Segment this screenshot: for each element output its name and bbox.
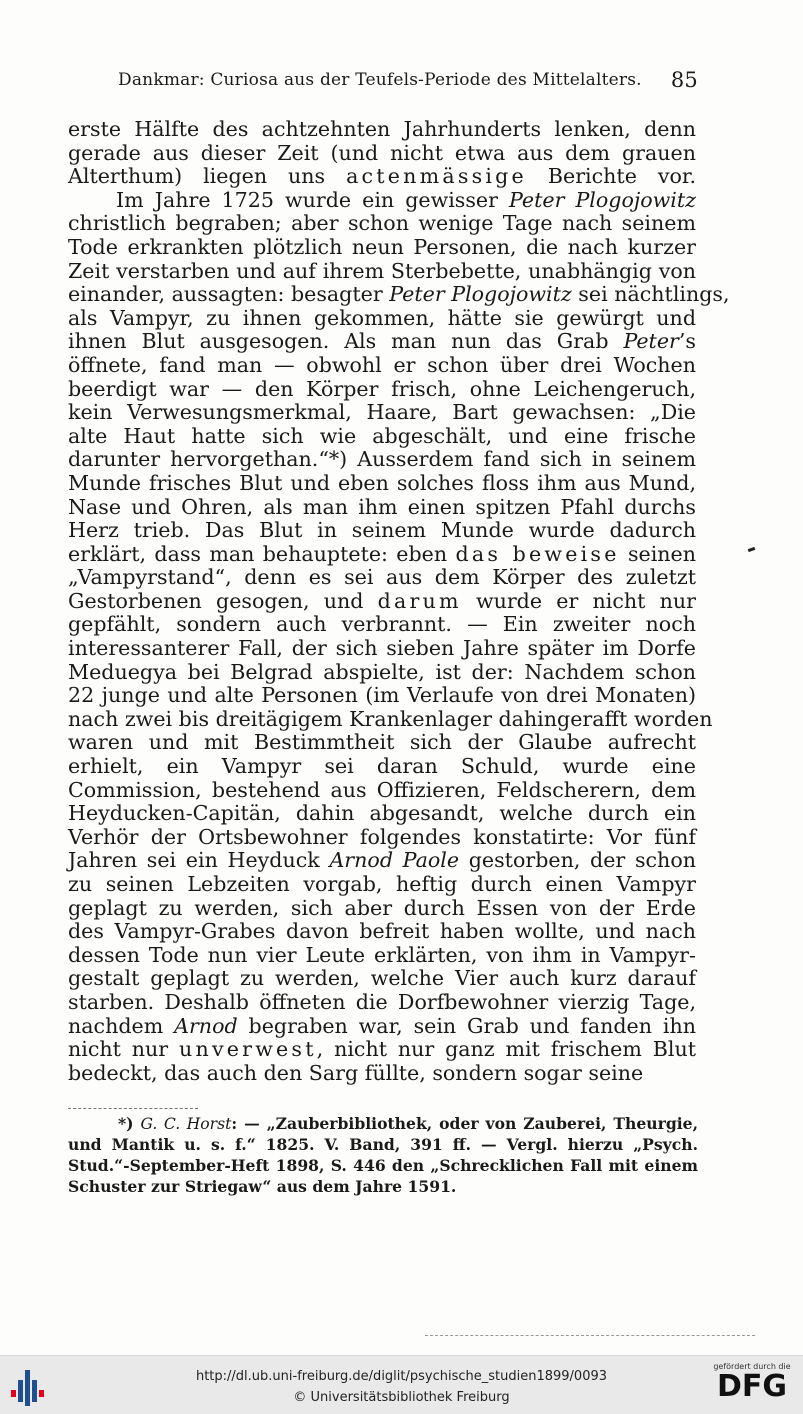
footnote-line: Schuster zur Striegaw“ aus dem Jahre 1591. (68, 1177, 457, 1196)
sponsor-caption: gefördert durch die (713, 1362, 791, 1371)
footnote-line: *) G. C. Horst: — „Zauberbibliothek, oder von Zauberei, Theurgie, (118, 1114, 698, 1133)
text-line: christlich begraben; aber schon wenige Tage nach seinem (68, 211, 696, 236)
running-head (118, 70, 698, 90)
copyright-notice: © Universitätsbibliothek Freiburg (293, 1390, 510, 1405)
text-line: interessanterer Fall, der sich sieben Jahre später im Dorfe (68, 636, 696, 661)
text-line: Herz trieb. Das Blut in seinem Munde wurde dadurch (68, 518, 696, 543)
text-line: Munde frisches Blut und eben solches floss ihm aus Mund, (68, 470, 696, 495)
body-text (68, 117, 730, 1085)
text-line: Tode erkrankten plötzlich neun Personen, die nach kurzer (68, 234, 696, 259)
bottom-rule (425, 1335, 755, 1336)
text-line: Gestorbenen gesogen, und darum wurde er nicht nur (68, 588, 696, 613)
text-line: als Vampyr, zu ihnen gekommen, hätte sie gewürgt und (68, 305, 696, 330)
footnote-rule (68, 1108, 198, 1109)
text-line: des Vampyr-Grabes davon befreit haben wollte, und nach (68, 919, 696, 944)
text-line: gepfählt, sondern auch verbrannt. — Ein zweiter noch (68, 612, 696, 637)
footnote-line: Stud.“-September-Heft 1898, S. 446 den „Schrecklichen Fall mit einem (68, 1156, 698, 1175)
text-line: Zeit verstarben und auf ihrem Sterbebette, unabhängig von (68, 258, 696, 283)
text-line: Alterthum) liegen uns actenmässige Berichte vor. (68, 164, 696, 189)
text-line: Jahren sei ein Heyduck Arnod Paole gestorben, der schon (68, 848, 696, 873)
viewer-footer (0, 1355, 803, 1414)
text-line: erklärt, dass man behauptete: eben das beweise seinen (68, 541, 696, 566)
text-line: einander, aussagten: besagter Peter Plogojowitz sei nächtlings, (68, 282, 730, 307)
dfg-logo: DFG (716, 1369, 788, 1404)
text-line: starben. Deshalb öffneten die Dorfbewohner vierzig Tage, (68, 989, 696, 1014)
text-line: geplagt zu werden, sich aber durch Essen von der Erde (68, 895, 696, 920)
text-line: waren und mit Bestimmtheit sich der Glaube aufrecht (68, 730, 696, 755)
text-line: nach zwei bis dreitägigem Krankenlager dahingerafft worden (68, 706, 713, 731)
text-line: gerade aus dieser Zeit (und nicht etwa aus dem grauen (68, 140, 696, 165)
footnote-line: und Mantik u. s. f.“ 1825. V. Band, 391 ff. — Vergl. hierzu „Psych. (68, 1135, 698, 1154)
text-line: öffnete, fand man — obwohl er schon über drei Wochen (68, 352, 696, 377)
footnote (68, 1113, 698, 1197)
text-line: „Vampyrstand“, denn es sei aus dem Körper des zuletzt (68, 565, 696, 590)
text-line: kein Verwesungsmerkmal, Haare, Bart gewachsen: „Die (68, 400, 696, 425)
text-line: nicht nur unverwest, nicht nur ganz mit frischem Blut (68, 1037, 696, 1062)
scan-speck (748, 547, 756, 552)
text-line: dessen Tode nun vier Leute erklärten, von ihm in Vampyr- (68, 942, 696, 967)
text-line: nachdem Arnod begraben war, sein Grab und fanden ihn (68, 1013, 696, 1038)
text-line: 22 junge und alte Personen (im Verlaufe von drei Monaten) (68, 683, 696, 708)
permalink-url[interactable]: http://dl.ub.uni-freiburg.de/diglit/psychische_studien1899/0093 (195, 1369, 608, 1384)
text-line: Commission, bestehend aus Offizieren, Feldscherern, dem (68, 777, 696, 802)
text-line: gestalt geplagt zu werden, welche Vier auch kurz darauf (68, 966, 696, 991)
text-line: bedeckt, das auch den Sarg füllte, sondern sogar seine (68, 1060, 644, 1085)
text-line: erhielt, ein Vampyr sei daran Schuld, wurde eine (68, 754, 696, 779)
text-line: Nase und Ohren, als man ihm einen spitzen Pfahl durchs (68, 494, 696, 519)
text-line: Meduegya bei Belgrad abspielte, ist der: Nachdem schon (68, 659, 696, 684)
text-line: Heyducken-Capitän, dahin abgesandt, welche durch ein (68, 801, 696, 826)
text-line: Verhör der Ortsbewohner folgendes konstatirte: Vor fünf (68, 824, 696, 849)
text-line: Im Jahre 1725 wurde ein gewisser Peter Plogojowitz (116, 187, 696, 212)
text-line: erste Hälfte des achtzehnten Jahrhunderts lenken, denn (68, 117, 696, 141)
page-number: 85 (670, 68, 698, 92)
text-line: beerdigt war — den Körper frisch, ohne Leichengeruch, (68, 376, 696, 401)
text-line: alte Haut hatte sich wie abgeschält, und eine frische (68, 423, 696, 448)
text-line: darunter hervorgethan.“*) Ausserdem fand sich in seinem (68, 447, 696, 472)
text-line: ihnen Blut ausgesogen. Als man nun das Grab Peter’s (68, 329, 696, 354)
running-title: Dankmar: Curiosa aus der Teufels-Periode des Mittelalters. (118, 70, 642, 90)
text-line: zu seinen Lebzeiten vorgab, heftig durch einen Vampyr (68, 872, 696, 896)
dfg-sponsor (709, 1362, 795, 1403)
